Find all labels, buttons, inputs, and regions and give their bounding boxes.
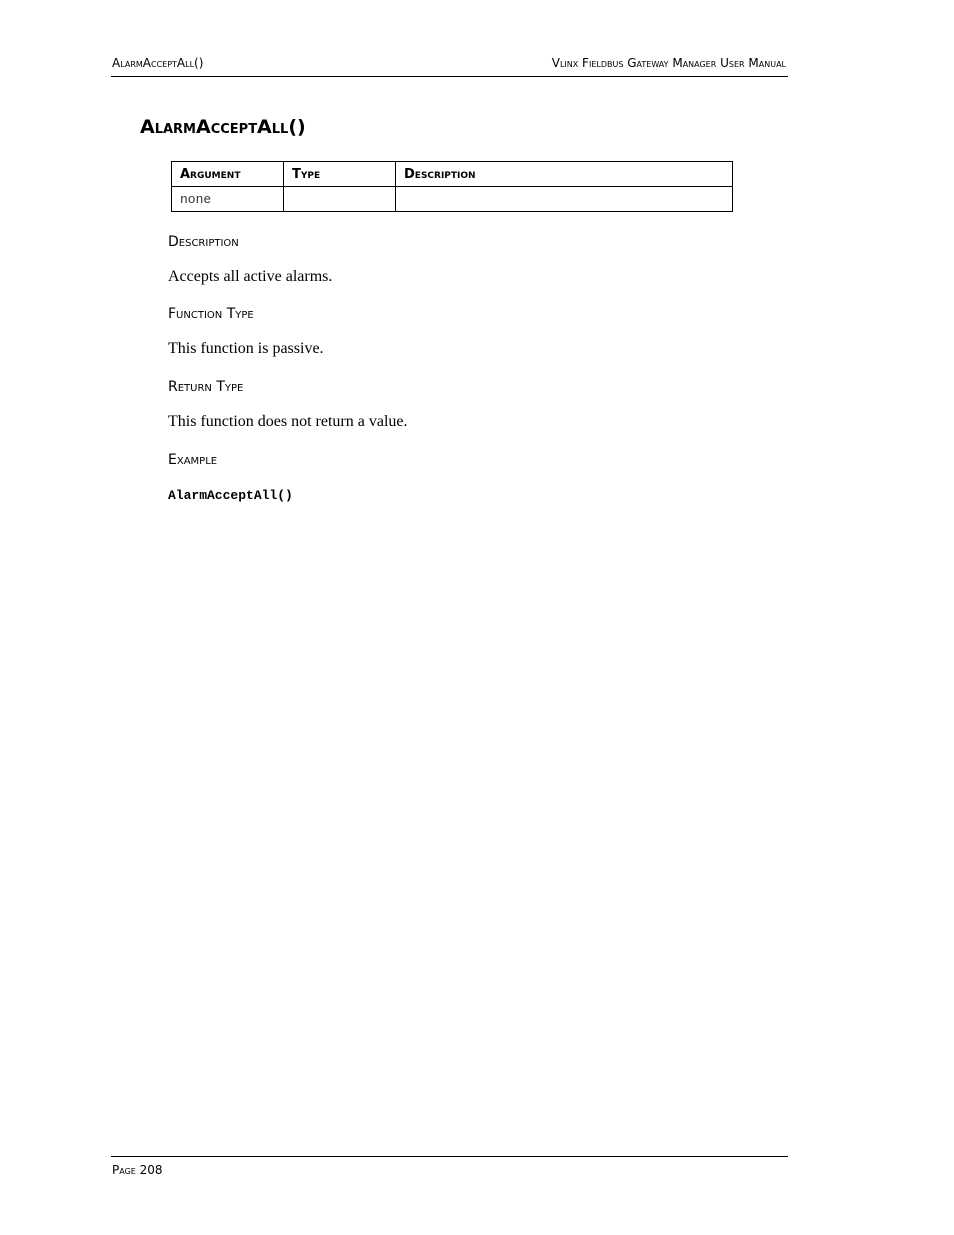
example-code: AlarmAcceptAll()	[168, 488, 293, 503]
return-type-text: This function does not return a value.	[168, 413, 408, 430]
cell-argument: none	[172, 187, 284, 212]
function-type-heading: Function Type	[168, 306, 254, 322]
function-type-text: This function is passive.	[168, 340, 324, 357]
column-header-argument: Argument	[172, 162, 284, 187]
description-heading: Description	[168, 234, 239, 250]
page-title: AlarmAcceptAll()	[140, 116, 306, 138]
table-row	[172, 187, 733, 212]
page-footer	[111, 1156, 788, 1177]
page-header	[111, 54, 788, 77]
cell-type	[284, 187, 396, 212]
arguments-table	[171, 161, 733, 212]
column-header-type: Type	[284, 162, 396, 187]
example-heading: Example	[168, 452, 218, 468]
description-text: Accepts all active alarms.	[168, 268, 333, 285]
column-header-description: Description	[396, 162, 733, 187]
page-number: Page 208	[112, 1163, 163, 1177]
header-manual-title: Vlinx Fieldbus Gateway Manager User Manual	[551, 56, 786, 70]
table-header-row	[172, 162, 733, 187]
header-left-title: AlarmAcceptAll()	[112, 56, 204, 70]
cell-description	[396, 187, 733, 212]
return-type-heading: Return Type	[168, 379, 244, 395]
